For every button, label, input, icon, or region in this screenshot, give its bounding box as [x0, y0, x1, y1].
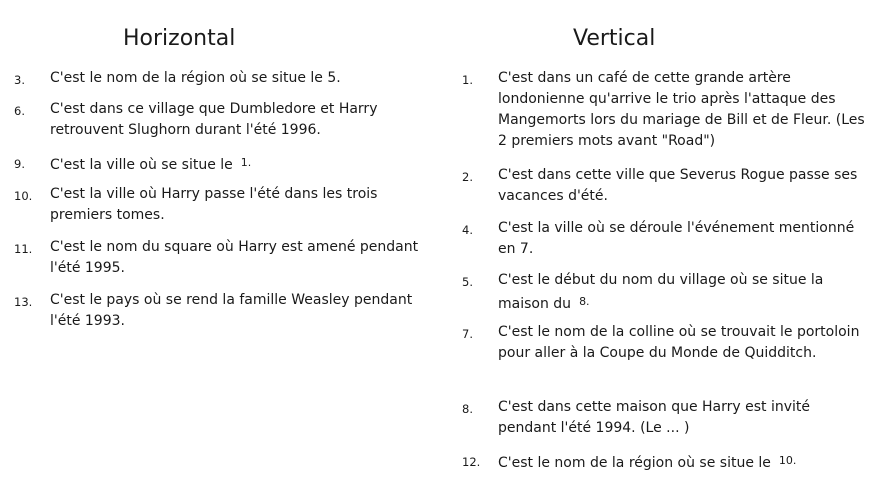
horizontal-clue-3	[14, 68, 424, 89]
vertical-clue-4	[462, 218, 870, 260]
clue-number: 8.	[462, 402, 473, 416]
clue-number: 11.	[14, 242, 33, 256]
vertical-clue-12	[462, 450, 870, 474]
horizontal-clue-13	[14, 290, 424, 332]
clue-number: 2.	[462, 170, 473, 184]
clue-number: 9.	[14, 157, 25, 171]
clue-number: 6.	[14, 104, 25, 118]
clue-reference: 8.	[579, 295, 590, 308]
vertical-clue-7	[462, 322, 870, 364]
clue-reference: 10.	[778, 454, 797, 467]
horizontal-clue-10	[14, 184, 424, 226]
clue-number: 13.	[14, 295, 33, 309]
horizontal-heading: Horizontal	[123, 26, 236, 51]
clue-number: 5.	[462, 275, 473, 289]
clue-number: 1.	[462, 73, 473, 87]
clue-text: C'est dans un café de cette grande artère londonienne qu'arrive le trio après l'attaque des Mangemorts lors du mariage de Bill et de Fleur. (Les 2 premiers mots avant "Road")	[498, 70, 865, 149]
clue-text-wrap	[498, 270, 870, 315]
clue-text: C'est le début du nom du village où se situe la maison du	[498, 272, 824, 312]
clue-text-wrap	[498, 450, 870, 474]
clue-text: C'est le nom de la colline où se trouvait le portoloin pour aller à la Coupe du Monde de Quidditch.	[498, 324, 860, 361]
vertical-clue-5	[462, 270, 870, 315]
clue-reference: 1.	[240, 156, 252, 169]
clue-text: C'est le pays où se rend la famille Weasley pendant l'été 1993.	[50, 292, 413, 329]
clue-text: C'est dans cette ville que Severus Rogue passe ses vacances d'été.	[498, 167, 858, 204]
clue-text: C'est dans cette maison que Harry est invité pendant l'été 1994. (Le ... )	[498, 399, 811, 436]
clue-text: C'est le nom du square où Harry est amené pendant l'été 1995.	[50, 239, 419, 276]
clue-number: 12.	[462, 455, 481, 469]
clue-number: 3.	[14, 73, 25, 87]
clue-text: C'est dans ce village que Dumbledore et Harry retrouvent Slughorn durant l'été 1996.	[50, 101, 378, 138]
clue-text: C'est la ville où Harry passe l'été dans les trois premiers tomes.	[50, 186, 378, 223]
clue-text: C'est la ville où se situe le	[50, 157, 233, 173]
vertical-clue-1	[462, 68, 870, 152]
vertical-clue-8	[462, 397, 870, 439]
clue-number: 7.	[462, 327, 473, 341]
vertical-clue-2	[462, 165, 870, 207]
vertical-heading: Vertical	[573, 26, 656, 51]
clue-number: 4.	[462, 223, 473, 237]
clue-text-wrap	[50, 152, 424, 176]
horizontal-clue-11	[14, 237, 424, 279]
horizontal-clue-9	[14, 152, 424, 176]
clue-text: C'est la ville où se déroule l'événement mentionné en 7.	[498, 220, 855, 257]
horizontal-clue-6	[14, 99, 424, 141]
clue-text: C'est le nom de la région où se situe le	[498, 455, 771, 471]
clue-number: 10.	[14, 189, 33, 203]
clue-text: C'est le nom de la région où se situe le 5.	[50, 70, 341, 86]
